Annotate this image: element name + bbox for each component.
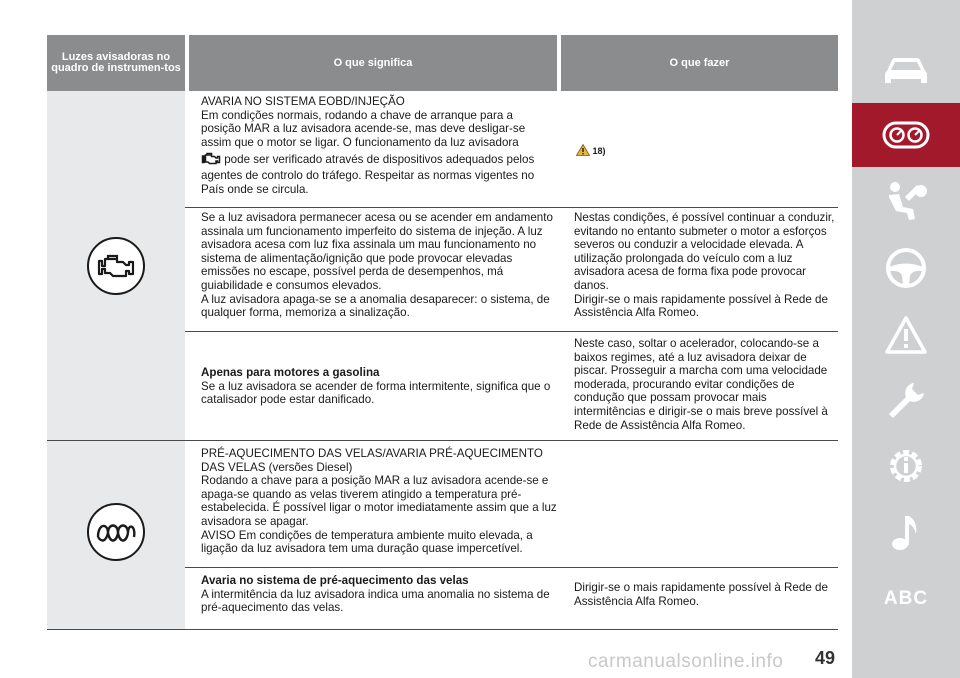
row4-text-2: AVISO Em condições de temperatura ambiente muito elevada, a ligação da luz avisadora tem uma duração quase impercetível. bbox=[201, 528, 533, 556]
row2-text-2: A luz avisadora apaga-se se a anomalia desaparecer: o sistema, de qualquer forma, memoriza a sinalização. bbox=[201, 292, 550, 320]
row5-action bbox=[574, 581, 840, 608]
seat-airbag-icon bbox=[883, 179, 929, 223]
sidebar-item-maintenance[interactable] bbox=[852, 369, 960, 433]
warning-triangle-icon bbox=[576, 144, 590, 161]
table-header bbox=[47, 35, 838, 91]
sidebar-item-safety[interactable] bbox=[852, 169, 960, 233]
row3-bold-title: Apenas para motores a gasolina bbox=[201, 366, 380, 379]
row2-action bbox=[574, 211, 840, 320]
glow-plug-icon bbox=[87, 503, 145, 561]
row4-title: PRÉ-AQUECIMENTO DAS VELAS/AVARIA PRÉ-AQUECIMENTO DAS VELAS (versões Diesel) bbox=[201, 447, 543, 474]
row1-text-2: pode ser verificado através de dispositivos adequados pelos agentes de controlo do tráfego. Respeitar as normas vigentes no País onde se circula. bbox=[201, 153, 535, 196]
row3-meaning bbox=[201, 366, 561, 407]
row2-meaning bbox=[201, 211, 561, 320]
header-col-meaning: O que significa bbox=[189, 35, 557, 91]
row2-text: Se a luz avisadora permanecer acesa ou se acender em andamento assinala um funcionamento imperfeito do sistema de injeção. A luz avisadora acesa com luz fixa assinala um mau funcionamento no sistema de alimentação/ignição que pode provocar elevadas emissões no escape, possível perda de desempenhos, má guiabilidade e consumos elevados. bbox=[201, 211, 553, 292]
row2-action-text: Nestas condições, é possível continuar a conduzir, evitando no entanto submeter o motor a esforços severos ou conduzir a velocidade elevada. A utilização prolongada do veículo com a luz avisadora acesa de forma fixa pode provocar danos. bbox=[574, 211, 835, 292]
row5-action-text: Dirigir-se o mais rapidamente possível à Rede de Assistência Alfa Romeo. bbox=[574, 581, 828, 608]
music-note-icon bbox=[888, 510, 924, 554]
sidebar-item-steering[interactable] bbox=[852, 236, 960, 300]
sidebar-item-index[interactable] bbox=[852, 567, 960, 631]
row1-action bbox=[576, 144, 676, 161]
page-number: 49 bbox=[815, 648, 836, 668]
warning-triangle-icon bbox=[884, 315, 928, 355]
sidebar-item-technical[interactable] bbox=[852, 434, 960, 498]
row-divider bbox=[185, 207, 838, 208]
row1-text: Em condições normais, rodando a chave de arranque para a posição MAR a luz avisadora acende-se, mas deve desligar-se assim que o motor se ligar. O funcionamento da luz avisadora bbox=[201, 108, 526, 149]
row-divider bbox=[185, 331, 838, 332]
sidebar-item-multimedia[interactable] bbox=[852, 500, 960, 564]
row4-meaning bbox=[201, 447, 561, 556]
section-divider bbox=[47, 440, 838, 441]
row3-text: Se a luz avisadora se acender de forma intermitente, significa que o catalisador pode estar danificado. bbox=[201, 379, 551, 407]
row1-ref: 18) bbox=[592, 146, 606, 156]
sidebar-abc-label: ABC bbox=[883, 588, 929, 609]
engine-inline-icon bbox=[201, 152, 221, 169]
row4-text: Rodando a chave para a posição MAR a luz avisadora acende-se e apaga-se quando as velas tiverem atingido a temperatura pré-estabelecida. É possível ligar o motor imediatamente assim que a luz avisadora se apagar. bbox=[201, 474, 557, 528]
icon-cell-engine bbox=[47, 91, 185, 440]
row5-text: A intermitência da luz avisadora indica uma anomalia no sistema de pré-aquecimento das velas. bbox=[201, 587, 550, 615]
row1-text-2-wrap bbox=[201, 152, 556, 196]
watermark: carmanualsonline.info bbox=[588, 651, 784, 672]
row5-meaning bbox=[201, 574, 563, 615]
icon-cell-glow bbox=[47, 441, 185, 629]
steering-wheel-icon bbox=[884, 246, 928, 290]
car-icon bbox=[881, 53, 931, 87]
row-divider bbox=[185, 567, 838, 568]
chapter-sidebar bbox=[852, 0, 960, 678]
engine-warning-icon bbox=[87, 237, 145, 295]
gear-info-icon bbox=[884, 444, 928, 488]
dashboard-icon bbox=[881, 120, 931, 150]
row3-action bbox=[574, 337, 840, 432]
wrench-icon bbox=[884, 379, 928, 423]
row2-action-text-2: Dirigir-se o mais rapidamente possível à Rede de Assistência Alfa Romeo. bbox=[574, 292, 828, 320]
sidebar-item-warning[interactable] bbox=[852, 303, 960, 367]
table-bottom-line bbox=[47, 629, 838, 630]
header-col-lights: Luzes avisadoras no quadro de instrumen-tos bbox=[51, 51, 181, 74]
sidebar-item-dashboard[interactable] bbox=[852, 103, 960, 167]
row1-title: AVARIA NO SISTEMA EOBD/INJEÇÃO bbox=[201, 95, 405, 108]
row5-bold-title: Avaria no sistema de pré-aquecimento das velas bbox=[201, 574, 469, 587]
header-col-action: O que fazer bbox=[669, 56, 730, 69]
row1-meaning bbox=[201, 95, 556, 196]
row3-action-text: Neste caso, soltar o acelerador, colocando-se a baixos regimes, até a luz avisadora deixar de piscar. Prosseguir a marcha com uma velocidade moderada, procurando evitar condições de condução que possam provocar mais intermitências e dirigir-se o mais breve possível à Rede de Assistência Alfa Romeo. bbox=[574, 337, 828, 432]
sidebar-item-car[interactable] bbox=[852, 38, 960, 102]
